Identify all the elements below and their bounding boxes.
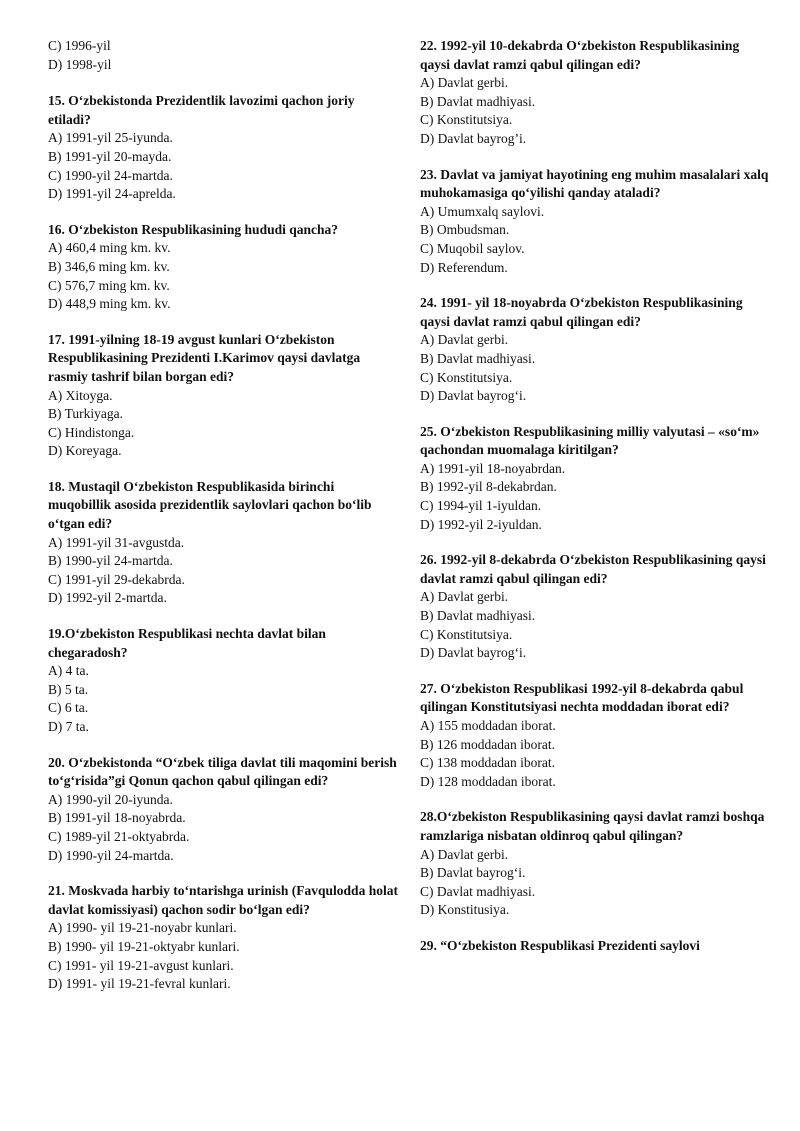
option-b: B) 5 ta. [48,681,89,697]
option-a: A) 1991-yil 25-iyunda. [48,130,173,146]
question-text: 18. Mustaqil O‘zbekiston Respublikasida birinchi muqobillik asosida prezidentlik saylovlari qachon bo‘lib o‘tgan edi? [48,478,372,532]
option-d: D) Koreyaga. [48,443,122,459]
option-a: A) 1991-yil 31-avgustda. [48,534,185,550]
question-block [48,331,398,461]
question-block [48,478,398,608]
option-d: D) Konstitusiya. [420,902,510,918]
option-b: B) Davlat bayrog‘i. [420,865,526,881]
option-a: A) Davlat gerbi. [420,332,509,348]
option-d: D) Davlat bayrog‘i. [420,645,527,661]
option-c: C) Konstitutsiya. [420,369,513,385]
question-text: 15. O‘zbekistonda Prezidentlik lavozimi qachon joriy etiladi? [48,93,355,127]
option-c: C) 1991-yil 29-dekabrda. [48,571,185,587]
option-b: B) 1991-yil 18-noyabrda. [48,810,186,826]
question-text: 23. Davlat va jamiyat hayotining eng muhim masalalari xalq muhokamasiga qo‘yilishi qanday ataladi? [420,166,769,201]
option-c: C) Muqobil saylov. [420,240,525,256]
option-d: D) 128 moddadan iborat. [420,773,556,789]
question-text: 17. 1991-yilning 18-19 avgust kunlari O‘zbekiston Respublikasining Prezidenti I.Karimov qaysi davlatga rasmiy tashrif bilan borgan edi? [48,331,361,384]
option-c: C) 138 moddadan iborat. [420,755,555,771]
option-b: B) 1990- yil 19-21-oktyabr kunlari. [48,938,240,954]
question-block [420,937,770,956]
question-block [420,680,770,792]
option-d: D) 1991-yil 24-aprelda. [48,186,176,202]
question-text: 29. “O‘zbekiston Respublikasi Prezidenti saylovi [420,937,700,953]
question-text: 25. O‘zbekiston Respublikasining milliy valyutasi – «so‘m» qachondan muomalaga kiritilgan? [420,423,760,458]
option-c: C) 1989-yil 21-oktyabrda. [48,828,190,844]
question-text: 16. O‘zbekiston Respublikasining hududi qancha? [48,221,338,237]
option-c: C) 1990-yil 24-martda. [48,167,173,183]
question-block [420,37,770,149]
option-d: D) Davlat bayrog’i. [420,130,527,146]
question-block [420,294,770,406]
option-c: C) 6 ta. [48,700,89,716]
question-block [48,882,398,994]
question-block [48,221,398,314]
option-d: D) 1998-yil [48,56,112,72]
option-b: B) 1992-yil 8-dekabrdan. [420,479,557,495]
question-block [48,754,398,866]
option-d: D) 1991- yil 19-21-fevral kunlari. [48,976,231,992]
option-d: D) 7 ta. [48,719,89,734]
option-d: D) Davlat bayrog‘i. [420,388,527,404]
question-text: 22. 1992-yil 10-dekabrda O‘zbekiston Respublikasining qaysi davlat ramzi qabul qilingan edi? [420,38,740,72]
question-block [420,808,770,920]
question-text: 28.O‘zbekiston Respublikasining qaysi davlat ramzi boshqa ramzlariga nisbatan oldinroq qabul qilingan? [420,809,765,843]
question-block [48,92,398,204]
option-c: C) Davlat madhiyasi. [420,883,536,899]
option-b: B) 1990-yil 24-martda. [48,553,173,569]
option-c: C) Hindistonga. [48,424,135,440]
option-a: A) Davlat gerbi. [420,589,509,605]
question-text: 20. O‘zbekistonda “O‘zbek tiliga davlat tili maqomini berish to‘g‘risida”gi Qonun qachon qabul qilingan edi? [48,754,397,789]
right-column [420,37,770,973]
option-a: A) 4 ta. [48,663,89,679]
option-b: B) 346,6 ming km. kv. [48,258,170,274]
question-text: 24. 1991- yil 18-noyabrda O‘zbekiston Respublikasining qaysi davlat ramzi qabul qilingan edi? [420,295,743,329]
option-d: D) 1990-yil 24-martda. [48,847,174,863]
option-c: C) Konstitutsiya. [420,626,513,642]
option-b: B) Davlat madhiyasi. [420,93,536,109]
option-a: A) Davlat gerbi. [420,846,509,862]
option-a: A) 1990-yil 20-iyunda. [48,791,173,807]
option-b: B) Ombudsman. [420,222,510,238]
question-text: 21. Moskvada harbiy to‘ntarishga urinish (Favqulodda holat davlat komissiyasi) qachon sodir bo‘lgan edi? [48,883,398,917]
option-d: D) 448,9 ming km. kv. [48,296,171,312]
option-b: B) Turkiyaga. [48,406,124,422]
question-block [420,551,770,663]
option-a: A) 1990- yil 19-21-noyabr kunlari. [48,920,237,936]
option-b: B) Davlat madhiyasi. [420,350,536,366]
option-b: B) Davlat madhiyasi. [420,608,536,624]
left-column [48,37,398,1011]
option-d: D) 1992-yil 2-martda. [48,590,167,606]
option-a: A) Umumxalq saylovi. [420,203,545,219]
option-c: C) 1996-yil [48,38,111,53]
question-block [420,166,770,278]
option-a: A) Davlat gerbi. [420,75,509,91]
option-a: A) 1991-yil 18-noyabrdan. [420,460,566,476]
question-block [420,423,770,535]
option-c: C) Konstitutsiya. [420,112,513,128]
option-a: A) 460,4 ming km. kv. [48,240,171,256]
question-block [48,625,398,737]
continued-question [48,37,398,74]
question-text: 26. 1992-yil 8-dekabrda O‘zbekiston Respublikasining qaysi davlat ramzi qabul qilingan edi? [420,552,766,586]
option-b: B) 126 moddadan iborat. [420,736,555,752]
option-d: D) 1992-yil 2-iyuldan. [420,516,542,532]
option-a: A) 155 moddadan iborat. [420,718,556,733]
option-c: C) 576,7 ming km. kv. [48,277,170,293]
option-c: C) 1994-yil 1-iyuldan. [420,498,542,514]
option-a: A) Xitoyga. [48,387,113,403]
question-text: 27. O‘zbekiston Respublikasi 1992-yil 8-dekabrda qabul qilingan Konstitutsiyasi nechta moddadan iborat edi? [420,680,744,715]
option-d: D) Referendum. [420,259,508,275]
option-b: B) 1991-yil 20-mayda. [48,148,172,164]
question-text: 19.O‘zbekiston Respublikasi nechta davlat bilan chegaradosh? [48,626,326,660]
option-c: C) 1991- yil 19-21-avgust kunlari. [48,957,234,973]
